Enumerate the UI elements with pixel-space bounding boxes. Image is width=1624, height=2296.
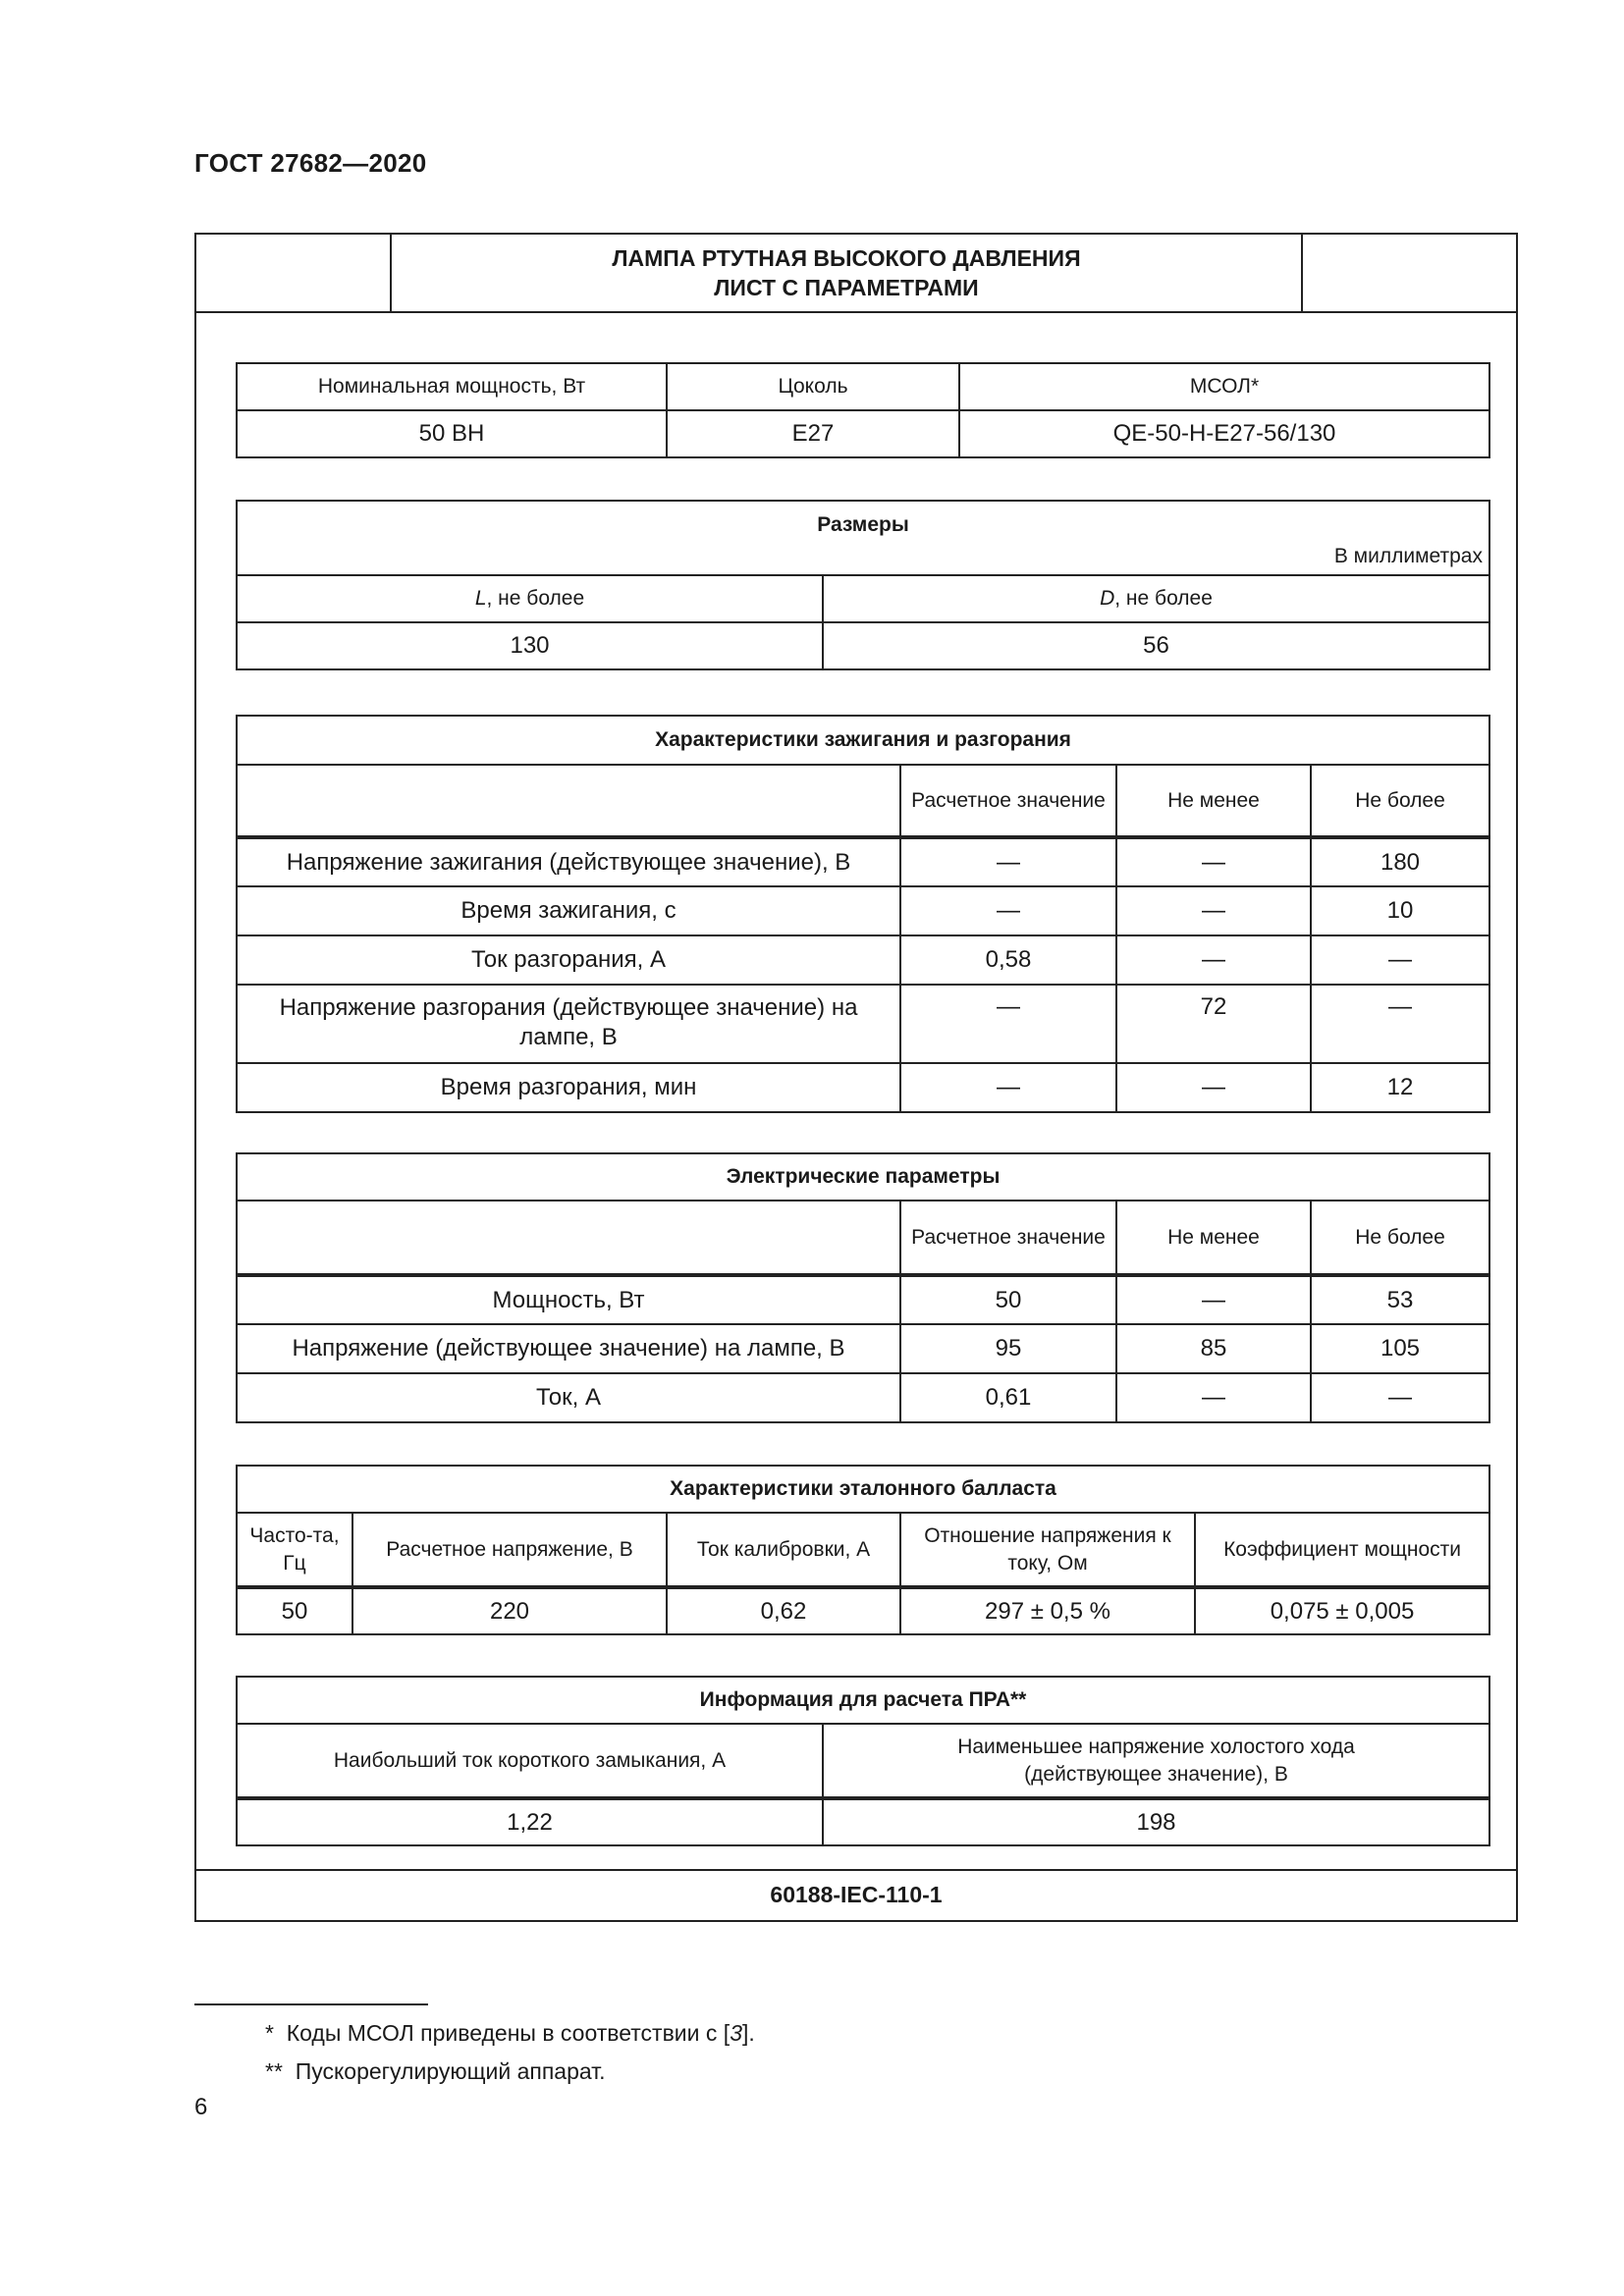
row-calculated: — [900,837,1116,886]
row-label: Время разгорания, мин [237,1063,900,1112]
ignition-col-max: Не более [1311,765,1489,837]
table-row [237,1324,1489,1373]
table-row [237,935,1489,985]
calibration-current-value: 0,62 [667,1587,900,1634]
footnote-2 [265,2058,606,2085]
rating-header: Номинальная мощность, Вт [237,363,667,410]
ignition-title: Характеристики зажигания и разгорания [237,716,1489,765]
ignition-blank-header [237,765,900,837]
length-value: 130 [237,622,823,669]
row-max: — [1311,1373,1489,1422]
row-min: — [1116,1275,1311,1324]
frequency-header: Часто-та, Гц [237,1513,352,1587]
frequency-value: 50 [237,1587,352,1634]
voltage-current-ratio-header: Отношение напряжения к току, Ом [900,1513,1195,1587]
row-label: Время зажигания, с [237,886,900,935]
table-row [237,1373,1489,1422]
row-label: Мощность, Вт [237,1275,900,1324]
row-min: — [1116,935,1311,985]
base-value: E27 [667,410,959,457]
row-min: 85 [1116,1324,1311,1373]
row-min: — [1116,1373,1311,1422]
sheet-footer-code: 60188-IEC-110-1 [196,1869,1516,1920]
diameter-header-text: , не более [1114,587,1213,610]
row-max: 12 [1311,1063,1489,1112]
table-row [237,1587,1489,1634]
row-calculated: — [900,886,1116,935]
length-symbol: L [474,587,487,610]
footnote-1 [265,2020,755,2047]
ignition-col-min: Не менее [1116,765,1311,837]
row-max: 10 [1311,886,1489,935]
row-calculated: 0,61 [900,1373,1116,1422]
rated-voltage-header: Расчетное напряжение, В [352,1513,667,1587]
dimensions-title-cell [237,501,1489,575]
row-calculated: — [900,1063,1116,1112]
open-circuit-voltage-header: Наименьшее напряжение холостого хода (действующее значение), В [823,1724,1489,1798]
base-header: Цоколь [667,363,959,410]
parameter-sheet [194,233,1518,1922]
power-factor-value: 0,075 ± 0,005 [1195,1587,1489,1634]
ballast-table [236,1465,1490,1635]
diameter-value: 56 [823,622,1489,669]
ballast-info-title: Информация для расчета ПРА** [237,1677,1489,1724]
short-circuit-current-header: Наибольший ток короткого замыкания, А [237,1724,823,1798]
length-header-text: , не более [486,587,585,610]
open-circuit-voltage-value: 198 [823,1798,1489,1845]
row-label: Напряжение зажигания (действующее значение), В [237,837,900,886]
diameter-symbol: D [1100,587,1115,610]
electrical-col-min: Не менее [1116,1201,1311,1275]
ilcos-header: МСОЛ* [959,363,1489,410]
dimensions-units: В миллиметрах [1333,545,1483,567]
diameter-header [823,575,1489,622]
header-left-cell [196,235,392,311]
footnote-separator [194,2003,428,2005]
power-factor-header: Коэффициент мощности [1195,1513,1489,1587]
voltage-current-ratio-value: 297 ± 0,5 % [900,1587,1195,1634]
sheet-header [196,235,1516,313]
row-calculated: 0,58 [900,935,1116,985]
footnote-text: Коды МСОЛ приведены в соответствии с [ [286,2020,731,2046]
row-label: Напряжение (действующее значение) на лампе, В [237,1324,900,1373]
electrical-col-calculated: Расчетное значение [900,1201,1116,1275]
table-row [237,837,1489,886]
row-max: 53 [1311,1275,1489,1324]
row-min: — [1116,837,1311,886]
footnote-ref: 3 [730,2020,742,2046]
sheet-title-line1: ЛАМПА РТУТНАЯ ВЫСОКОГО ДАВЛЕНИЯ [612,245,1081,271]
footnote-text: Пускорегулирующий аппарат. [295,2058,606,2084]
row-min: 72 [1116,985,1311,1063]
row-max: — [1311,935,1489,985]
ballast-info-table [236,1676,1490,1846]
electrical-col-max: Не более [1311,1201,1489,1275]
row-max: 180 [1311,837,1489,886]
dimensions-title: Размеры [817,513,909,536]
ilcos-value: QE-50-H-E27-56/130 [959,410,1489,457]
electrical-title: Электрические параметры [237,1153,1489,1201]
electrical-table [236,1152,1490,1423]
sheet-title [392,243,1301,302]
ignition-col-calculated: Расчетное значение [900,765,1116,837]
row-min: — [1116,886,1311,935]
calibration-current-header: Ток калибровки, А [667,1513,900,1587]
document-code: ГОСТ 27682—2020 [194,148,427,178]
row-calculated: 50 [900,1275,1116,1324]
table-row [237,1275,1489,1324]
table-row [237,1063,1489,1112]
table-row [237,886,1489,935]
rating-value: 50 ВН [237,410,667,457]
row-max: — [1311,985,1489,1063]
row-calculated: 95 [900,1324,1116,1373]
table-row [237,1798,1489,1845]
short-circuit-current-value: 1,22 [237,1798,823,1845]
row-label: Напряжение разгорания (действующее значение) на лампе, В [237,985,900,1063]
row-label: Ток, А [237,1373,900,1422]
electrical-blank-header [237,1201,900,1275]
dimensions-table [236,500,1490,670]
footnote-text-end: ]. [741,2020,755,2046]
table-row [237,985,1489,1063]
page-number: 6 [194,2094,208,2120]
sheet-title-line2: ЛИСТ С ПАРАМЕТРАМИ [714,275,979,300]
length-header [237,575,823,622]
row-calculated: — [900,985,1116,1063]
rating-table [236,362,1490,458]
row-max: 105 [1311,1324,1489,1373]
footnote-mark: ** [265,2058,283,2084]
ballast-title: Характеристики эталонного балласта [237,1466,1489,1513]
row-min: — [1116,1063,1311,1112]
footnote-mark: * [265,2020,274,2046]
header-right-cell [1301,235,1516,311]
ignition-table [236,715,1490,1113]
row-label: Ток разгорания, А [237,935,900,985]
rated-voltage-value: 220 [352,1587,667,1634]
